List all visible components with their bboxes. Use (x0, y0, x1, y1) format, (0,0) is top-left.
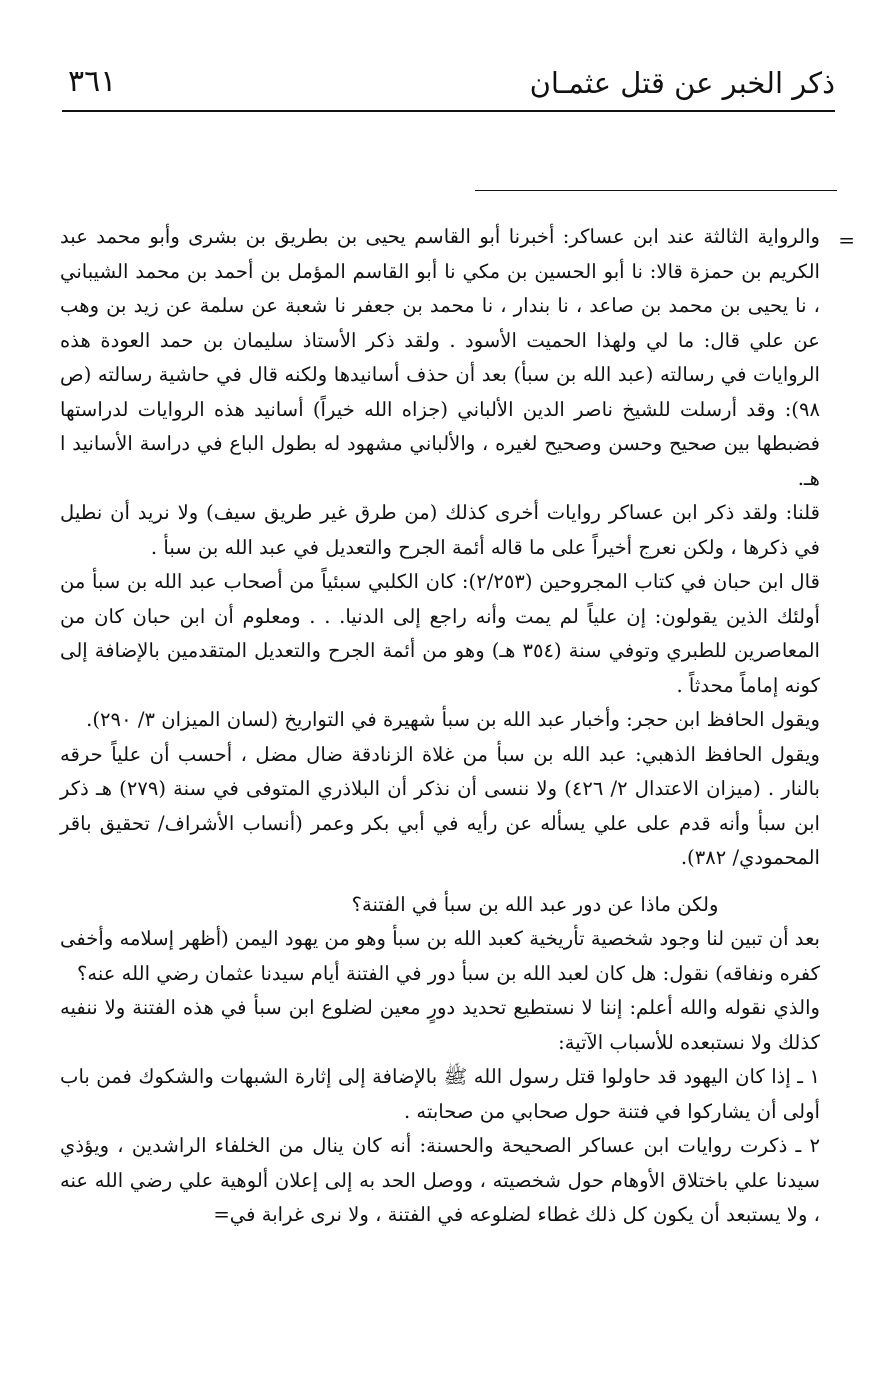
paragraph-answer: والذي نقوله والله أعلم: إننا لا نستطيع تحديد دورٍ معين لضلوع ابن سبأ في هذه الفتنة ولا ننفيه كذلك ولا نستبعده للأسباب الآتية: (60, 996, 820, 1054)
paragraph-ibn-asakir-narration: والرواية الثالثة عند ابن عساكر: أخبرنا أبو القاسم يحيى بن بطريق بن بشرى وأبو محمد عبد الكريم بن حمزة قالا: نا أبو الحسين بن مكي نا أبو القاسم المؤمل بن أحمد بن محمد الشيباني ، نا يحيى بن محمد بن صاعد ، نا بندار ، نا محمد بن جعفر نا شعبة عن سلمة عن زيد بن وهب عن علي قال: ما لي ولهذا الحميت الأسود . ولقد ذكر الأستاذ سليمان بن حمد العودة هذه الروايات في رسالته (عبد الله بن سبأ) بعد أن حذف أسانيدها ولكنه قال في حاشية رسالته (ص ٩٨): وقد أرسلت للشيخ ناصر الدين الألباني (جزاه الله خيراً) أسانيد هذه الروايات لدراستها فضبطها بين صحيح وحسن وصحيح لغيره ، والألباني مشهود له بطول الباع في دراسة الأسانيد ا هـ. (60, 225, 820, 490)
page-number: ٣٦١ (68, 64, 117, 99)
paragraph-reason-2: ٢ ـ ذكرت روايات ابن عساكر الصحيحة والحسنة: أنه كان ينال من الخلفاء الراشدين ، ويؤذي سيدنا علي باختلاق الأوهام حول شخصيته ، ووصل الحد به إلى إعلان ألوهية علي رضي الله عنه ، ولا يستبعد أن يكون كل ذلك غطاء لضلوعه في الفتنة ، ولا نرى غرابة في= (60, 1134, 820, 1226)
paragraph-reason-1: ١ ـ إذا كان اليهود قد حاولوا قتل رسول الله ﷺ بالإضافة إلى إثارة الشبهات والشكوك فمن باب أولى أن يشاركوا في فتنة حول صحابي من صحابته . (60, 1065, 820, 1123)
paragraph-ibn-hajar: ويقول الحافظ ابن حجر: وأخبار عبد الله بن سبأ شهيرة في التواريخ (لسان الميزان ٣/ ٢٩٠). (86, 708, 820, 731)
footnote-body (60, 220, 820, 1233)
paragraph-other-narrations: قلنا: ولقد ذكر ابن عساكر روايات أخرى كذلك (من طرق غير طريق سيف) ولا نريد أن نطيل في ذكرها ، ولكن نعرج أخيراً على ما قاله أئمة الجرح والتعديل في عبد الله بن سبأ . (60, 501, 820, 559)
section-heading: ولكن ماذا عن دور عبد الله بن سبأ في الفتنة؟ (351, 892, 719, 916)
footnote-rule (475, 190, 837, 191)
paragraph-dhahabi: ويقول الحافظ الذهبي: عبد الله بن سبأ من غلاة الزنادقة ضال مضل ، أحسب أن علياً حرقه بالنار . (ميزان الاعتدال ٢/ ٤٢٦) ولا ننسى أن نذكر أن البلاذري المتوفى في سنة (٢٧٩) هـ ذكر ابن سبأ وأنه قدم على علي يسأله عن رأيه في أبي بكر وعمر (أنساب الأشراف/ تحقيق باقر المحمودي/ ٣٨٢). (60, 742, 820, 869)
running-header-title: ذكر الخبر عن قتل عثمـان (529, 66, 835, 100)
paragraph-intro-question: بعد أن تبين لنا وجود شخصية تأريخية كعبد الله بن سبأ وهو من يهود اليمن (أظهر إسلامه وأخفى كفره ونفاقه) نقول: هل كان لعبد الله بن سبأ دور في الفتنة أيام سيدنا عثمان رضي الله عنه؟ (60, 927, 820, 985)
header-rule (62, 110, 835, 112)
paragraph-ibn-hibban: قال ابن حبان في كتاب المجروحين (٢/٢٥٣): كان الكلبي سبئياً من أصحاب عبد الله بن سبأ من أولئك الذين يقولون: إن علياً لم يمت وأنه راجع إلى الدنيا. . . ومعلوم أن ابن حبان كان من المعاصرين للطبري وتوفي سنة (٣٥٤ هـ) وهو من أئمة الجرح والتعديل المتقدمين بالإضافة إلى كونه إماماً محدثاً . (60, 570, 820, 697)
continuation-mark: = (838, 228, 855, 252)
